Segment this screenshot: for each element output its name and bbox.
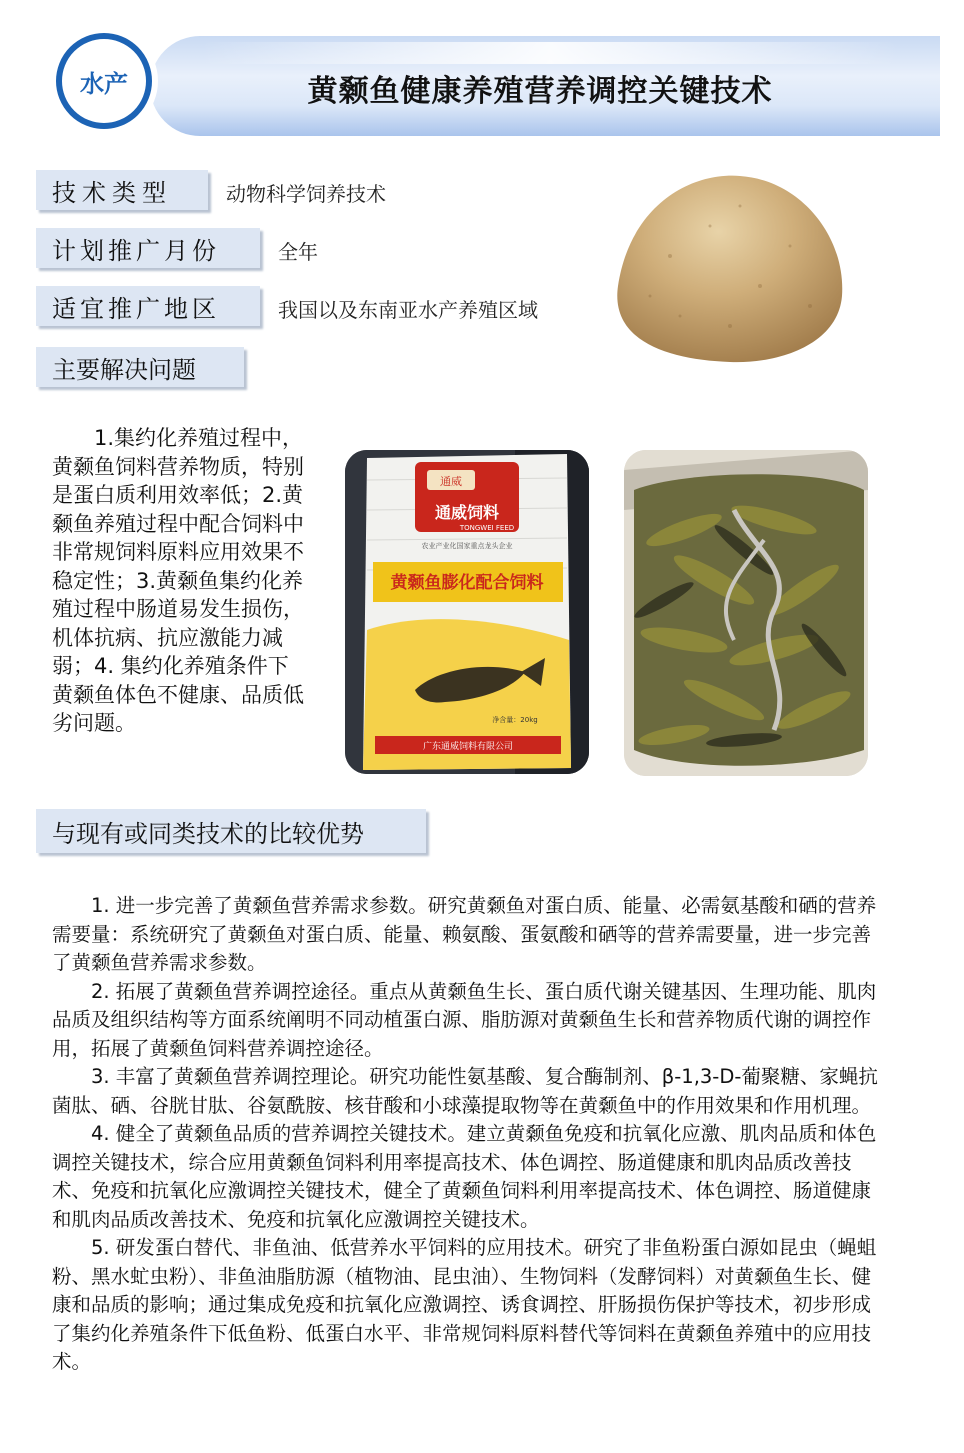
fish-photo	[624, 450, 868, 776]
page-title: 黄颡鱼健康养殖营养调控关键技术	[307, 74, 773, 109]
advantage-paragraph-2: 2. 拓展了黄颡鱼营养调控途径。重点从黄颡鱼生长、蛋白质代谢关键基因、生理功能、肌肉品质及组织结构等方面系统阐明不同动植蛋白源、脂肪源对黄颡鱼生长和营养物质代谢的调控作用，拓展了黄颡鱼饲料营养调控途径。	[52, 979, 877, 1060]
problems-text: 1.集约化养殖过程中，黄颡鱼饲料营养物质，特别是蛋白质利用效率低；2.黄颡鱼养殖过程中配合饲料中非常规饲料原料应用效果不稳定性；3.黄颡鱼集约化养殖过程中肠道易发生损伤，机体抗病、抗应激能力减弱；4. 集约化养殖条件下黄颡鱼体色不健康、品质低劣问题。	[52, 426, 304, 735]
advantages-text	[52, 892, 887, 1377]
feed-bag-svg	[345, 450, 589, 774]
svg-text:通威: 通威	[440, 475, 462, 488]
bag-brand: 通威饲料	[434, 503, 500, 522]
tech-type-value: 动物科学饲养技术	[226, 182, 386, 206]
advantage-paragraph-4: 4. 健全了黄颡鱼品质的营养调控关键技术。建立黄颡鱼免疫和抗氧化应激、肌肉品质和体色调控关键技术，综合应用黄颡鱼饲料利用率提高技术、体色调控、肠道健康和肌肉品质改善技术、免疫和抗氧化应激调控关键技术，健全了黄颡鱼饲料利用率提高技术、体色调控、肠道健康和肌肉品质改善技术、免疫和抗氧化应激调控关键技术。	[52, 1122, 877, 1231]
promotion-region-value: 我国以及东南亚水产养殖区域	[278, 298, 538, 322]
bag-brand-en: TONGWEI FEED	[459, 524, 515, 532]
advantage-paragraph-5: 5. 研发蛋白替代、非鱼油、低营养水平饲料的应用技术。研究了非鱼粉蛋白源如昆虫（蝇蛆粉、黑水虻虫粉）、非鱼油脂肪源（植物油、昆虫油）、生物饲料（发酵饲料）对黄颡鱼生长、健康和品质的影响；通过集成免疫和抗氧化应激调控、诱食调控、肝肠损伤保护等技术，初步形成了集约化养殖条件下低鱼粉、低蛋白水平、非常规饲料原料替代等饲料在黄颡鱼养殖中的应用技术。	[52, 1236, 877, 1373]
tag-tech-type: 技术类型	[36, 170, 208, 210]
tag-promotion-month: 计划推广月份	[36, 228, 260, 268]
feed-powder-svg	[610, 166, 848, 366]
feed-powder-image	[610, 166, 848, 366]
bag-company: 广东通威饲料有限公司	[422, 742, 514, 752]
tag-problems: 主要解决问题	[36, 347, 244, 387]
advantage-paragraph-1: 1. 进一步完善了黄颡鱼营养需求参数。研究黄颡鱼对蛋白质、能量、必需氨基酸和硒的营养需要量：系统研究了黄颡鱼对蛋白质、能量、赖氨酸、蛋氨酸和硒等的营养需要量，进一步完善了黄颡鱼营养需求参数。	[52, 894, 877, 974]
bag-product: 黄颡鱼膨化配合饲料	[390, 573, 544, 593]
promotion-month-value: 全年	[278, 240, 318, 264]
fish-photo-svg	[624, 450, 868, 776]
tag-advantages: 与现有或同类技术的比较优势	[36, 809, 426, 853]
bag-subtitle: 农业产业化国家重点龙头企业	[421, 542, 513, 550]
category-badge	[56, 33, 152, 129]
tag-promotion-region: 适宜推广地区	[36, 286, 260, 326]
advantage-paragraph-3: 3. 丰富了黄颡鱼营养调控理论。研究功能性氨基酸、复合酶制剂、β-1,3-D-葡聚糖、家蝇抗菌肽、硒、谷胱甘肽、谷氨酰胺、核苷酸和小球藻提取物等在黄颡鱼中的作用效果和作用机理。	[52, 1065, 878, 1117]
bag-weight: 净含量：20kg	[492, 716, 538, 724]
feed-bag-photo	[345, 450, 589, 774]
category-label: 水产	[80, 69, 128, 98]
header-shine	[200, 42, 900, 64]
